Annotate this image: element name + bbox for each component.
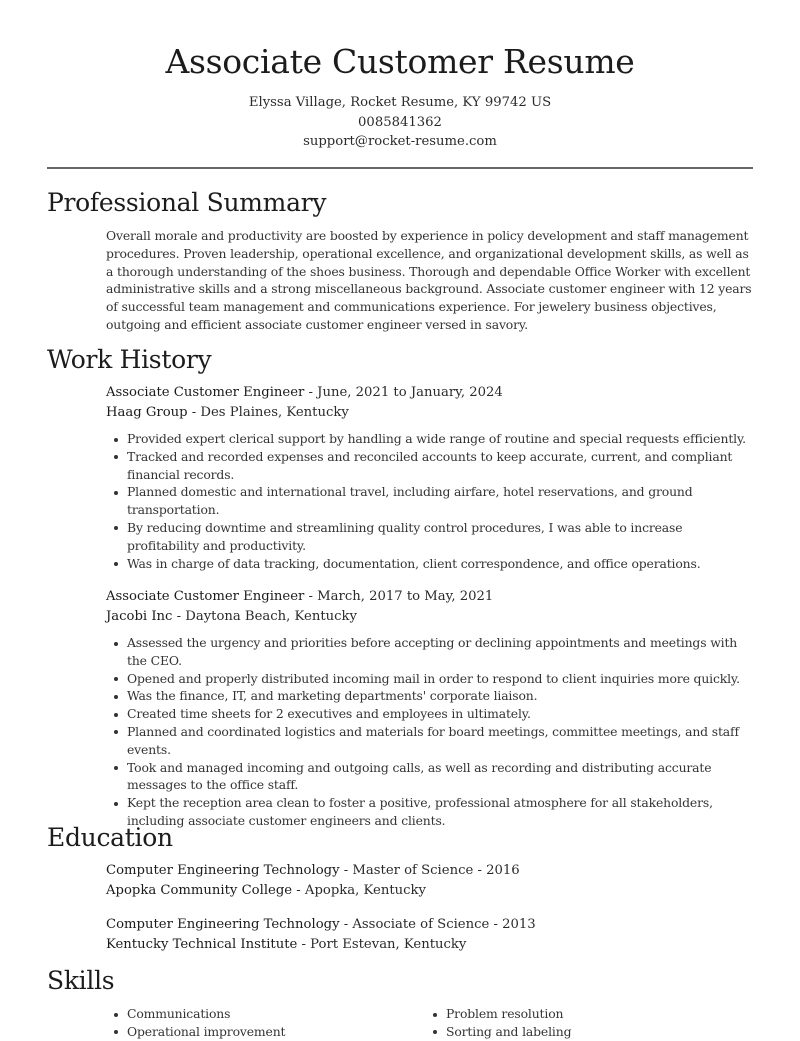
list-item: By reducing downtime and streamlining quality control procedures, I was able to increase profitability and productivity.	[106, 519, 756, 555]
list-item: Opened and properly distributed incoming mail in order to respond to client inquiries more quickly.	[106, 670, 756, 688]
address: Elyssa Village, Rocket Resume, KY 99742 US	[248, 95, 552, 110]
list-item: Assessed the urgency and priorities before accepting or declining appointments and meetings with the CEO.	[106, 634, 756, 670]
school-name: Kentucky Technical Institute	[106, 936, 298, 952]
school-line	[106, 881, 756, 901]
school-name: Apopka Community College	[106, 882, 293, 898]
skills-column-left	[106, 1005, 425, 1041]
job-entry	[106, 587, 756, 830]
list-item: Was the finance, IT, and marketing departments' corporate liaison.	[106, 687, 756, 705]
job-dates: - June, 2021 to January, 2024	[304, 385, 503, 400]
list-item: Created time sheets for 2 executives and employees in ultimately.	[106, 705, 756, 723]
list-item: Was in charge of data tracking, documentation, client correspondence, and office operations.	[106, 555, 756, 573]
school-location: - Port Estevan, Kentucky	[297, 936, 467, 952]
job-bullets	[106, 430, 756, 572]
job-title-line	[106, 383, 756, 403]
list-item: Took and managed incoming and outgoing calls, as well as recording and distributing accurate messages to the office staff.	[106, 759, 756, 795]
skills-column-right	[425, 1005, 744, 1041]
skill-item: Communications	[106, 1005, 425, 1023]
degree-field: Computer Engineering Technology	[106, 917, 340, 932]
job-title: Associate Customer Engineer	[106, 589, 305, 604]
header-divider	[47, 167, 753, 169]
skill-item: Operational improvement	[106, 1023, 425, 1041]
job-location: - Daytona Beach, Kentucky	[172, 608, 357, 624]
job-bullets	[106, 634, 756, 830]
contact-info	[47, 93, 753, 152]
skill-item: Sorting and labeling	[425, 1023, 744, 1041]
list-item: Planned and coordinated logistics and materials for board meetings, committee meetings, and staff events.	[106, 723, 756, 759]
job-company-line	[106, 403, 756, 423]
school-line	[106, 935, 756, 955]
job-title-line	[106, 587, 756, 607]
list-item: Tracked and recorded expenses and reconciled accounts to keep accurate, current, and compliant financial records.	[106, 448, 756, 484]
skill-item: Problem resolution	[425, 1005, 744, 1023]
job-dates: - March, 2017 to May, 2021	[304, 589, 494, 604]
summary-text: Overall morale and productivity are boosted by experience in policy development and staff management procedures. Proven leadership, operational excellence, and organizational development skills, as well as a thorough understanding of the shoes business. Thorough and dependable Office Worker with excellent administrative skills and a strong miscellaneous background. Associate customer engineer with 12 years of successful team management and communications experience. For jewelery business objectives, outgoing and efficient associate customer engineer versed in savory.	[106, 228, 752, 332]
degree-field: Computer Engineering Technology	[106, 863, 340, 878]
degree-line	[106, 915, 756, 935]
job-title: Associate Customer Engineer	[106, 385, 305, 400]
school-location: - Apopka, Kentucky	[292, 882, 426, 898]
list-item: Provided expert clerical support by handling a wide range of routine and special requests efficiently.	[106, 430, 756, 448]
list-item: Planned domestic and international travel, including airfare, hotel reservations, and ground transportation.	[106, 483, 756, 519]
phone: 0085841362	[358, 114, 442, 130]
section-heading-summary: Professional Summary	[47, 188, 327, 217]
section-heading-skills: Skills	[47, 966, 115, 995]
resume-title: Associate Customer Resume	[165, 42, 635, 81]
job-company-line	[106, 607, 756, 627]
degree-details: - Master of Science - 2016	[339, 863, 520, 878]
skills-list	[106, 1005, 756, 1041]
job-entry	[106, 383, 756, 572]
section-heading-education: Education	[47, 823, 173, 852]
degree-line	[106, 861, 756, 881]
section-heading-work-history: Work History	[47, 345, 212, 374]
summary-block	[106, 227, 756, 334]
list-item: Kept the reception area clean to foster a positive, professional atmosphere for all stakeholders, including associate customer engineers and clients.	[106, 794, 756, 830]
degree-details: - Associate of Science - 2013	[339, 917, 536, 932]
job-company: Jacobi Inc	[106, 608, 173, 624]
education-entry	[106, 861, 756, 900]
education-entry	[106, 915, 756, 954]
job-company: Haag Group	[106, 404, 188, 420]
job-location: - Des Plaines, Kentucky	[187, 404, 349, 420]
email: support@rocket-resume.com	[303, 134, 497, 149]
